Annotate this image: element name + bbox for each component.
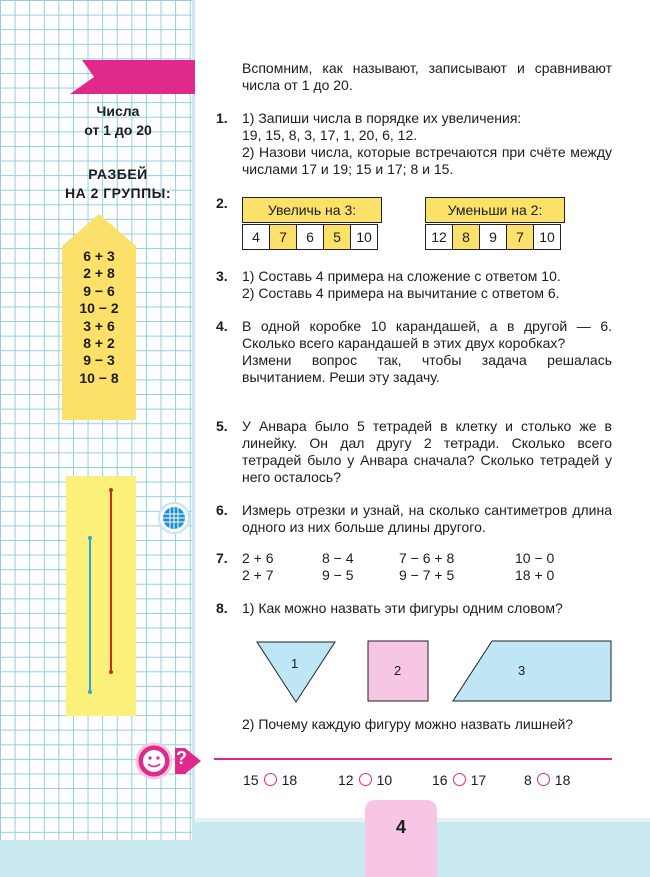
sidebar-instruction <box>60 165 176 203</box>
task-1-line-2: 2) Назови числа, которые встречаются при счёте между числами 17 и 19; 15 и 17; 8 и 15. <box>242 144 612 177</box>
comparison <box>432 772 486 788</box>
expression: 9 − 7 + 5 <box>399 567 455 583</box>
comparison <box>338 772 392 788</box>
comparison <box>243 772 297 788</box>
expr-column-2 <box>322 550 354 584</box>
task-number: 2. <box>216 195 228 211</box>
compare-left: 12 <box>338 772 354 788</box>
expr-column-3 <box>399 550 454 584</box>
compare-left: 8 <box>524 772 532 788</box>
expression: 9 − 6 <box>83 282 115 299</box>
compare-right: 18 <box>281 772 298 788</box>
increase-cells <box>243 224 378 250</box>
expression: 2 + 8 <box>83 265 115 282</box>
compare-circle[interactable] <box>453 773 466 786</box>
expression: 8 + 2 <box>83 335 115 352</box>
task-6-text: Измерь отрезки и узнай, на сколько сантиметров длина одного из них больше длины другого. <box>242 502 612 535</box>
expression: 10 − 2 <box>79 300 119 317</box>
compare-left: 15 <box>243 772 259 788</box>
topic-line-2: от 1 до 20 <box>84 122 152 138</box>
intro-text: Вспомним, как называют, записывают и сравнивают числа от 1 до 20. <box>242 60 612 93</box>
decrease-cells <box>426 224 561 250</box>
expr-column-1 <box>242 550 274 584</box>
shape-label: 3 <box>518 663 526 678</box>
task-number: 3. <box>216 268 228 284</box>
task-1-numbers: 19, 15, 8, 3, 17, 1, 20, 6, 12. <box>242 127 418 143</box>
expression: 9 − 5 <box>322 567 354 583</box>
sidebar-topic <box>66 102 170 140</box>
compare-circle[interactable] <box>359 773 372 786</box>
page-number: 4 <box>365 800 437 877</box>
task-8-question-2: 2) Почему каждую фигуру можно назвать лишней? <box>242 716 574 732</box>
expression: 10 − 0 <box>515 550 555 566</box>
table-cell: 10 <box>533 224 561 250</box>
expr-column-4 <box>515 550 554 584</box>
smiley-icon <box>135 742 215 780</box>
shape-label: 2 <box>394 663 402 678</box>
table-cell: 9 <box>479 224 507 250</box>
table-cell: 6 <box>296 224 324 250</box>
table-cell: 5 <box>323 224 351 250</box>
expression: 2 + 6 <box>242 550 274 566</box>
instruction-line-2: НА 2 ГРУППЫ: <box>64 185 172 201</box>
expression-list <box>62 248 136 387</box>
comparison <box>524 772 570 788</box>
task-3-line-2: 2) Составь 4 примера на вычитание с ответом 6. <box>242 285 560 301</box>
ribbon-flag <box>70 60 195 94</box>
table-cell: 7 <box>506 224 534 250</box>
task-number: 1. <box>216 110 228 126</box>
task-1 <box>242 110 612 178</box>
decrease-title: Уменьши на 2: <box>425 197 565 223</box>
expression: 10 − 8 <box>79 369 119 386</box>
expression: 18 + 0 <box>515 567 555 583</box>
globe-grid-icon <box>158 502 190 534</box>
task-number: 4. <box>216 318 228 334</box>
expression: 2 + 7 <box>242 567 274 583</box>
table-cell: 4 <box>242 224 270 250</box>
compare-right: 10 <box>376 772 393 788</box>
task-number: 5. <box>216 418 228 434</box>
task-5-text: У Анвара было 5 тетрадей в клетку и столько же в линейку. Он дал другу 2 тетради. Сколько всего тетрадей было у Анвара сначала? Сколько тетрадей у него осталось? <box>242 418 612 485</box>
expression: 7 − 6 + 8 <box>399 550 455 566</box>
compare-right: 18 <box>554 772 571 788</box>
task-4-instruction: Измени вопрос так, чтобы задача решалась вычитанием. Реши эту задачу. <box>242 352 612 385</box>
divider-line <box>214 758 612 760</box>
task-3-line-1: 1) Составь 4 примера на сложение с ответом 10. <box>242 268 561 284</box>
topic-line-1: Числа <box>96 103 140 119</box>
task-number: 6. <box>216 502 228 518</box>
table-cell: 7 <box>269 224 297 250</box>
compare-left: 16 <box>432 772 448 788</box>
compare-circle[interactable] <box>537 773 550 786</box>
task-3 <box>242 268 612 302</box>
task-4-problem: В одной коробке 10 карандашей, а в другой — 6. Сколько всего карандашей в этих двух коробках? <box>242 318 612 351</box>
task-4 <box>242 318 612 386</box>
expression: 3 + 6 <box>83 317 115 334</box>
instruction-line-1: РАЗБЕЙ <box>88 166 148 182</box>
question-mark: ? <box>176 748 187 768</box>
increase-title: Увеличь на 3: <box>242 197 382 223</box>
expression: 8 − 4 <box>322 550 354 566</box>
expression: 6 + 3 <box>83 248 115 264</box>
shape-label: 1 <box>291 656 299 671</box>
task-1-line-1: 1) Запиши числа в порядке их увеличения: <box>242 110 522 126</box>
compare-circle[interactable] <box>264 773 277 786</box>
table-cell: 10 <box>350 224 378 250</box>
parallelogram-shape <box>452 640 612 702</box>
triangle-shape <box>255 640 337 706</box>
compare-right: 17 <box>470 772 487 788</box>
expression: 9 − 3 <box>83 352 115 369</box>
task-number: 8. <box>216 600 228 616</box>
segments-card <box>66 476 136 716</box>
table-cell: 12 <box>425 224 453 250</box>
table-cell: 8 <box>452 224 480 250</box>
task-number: 7. <box>216 550 228 566</box>
task-8-question-1: 1) Как можно назвать эти фигуры одним словом? <box>242 600 563 616</box>
